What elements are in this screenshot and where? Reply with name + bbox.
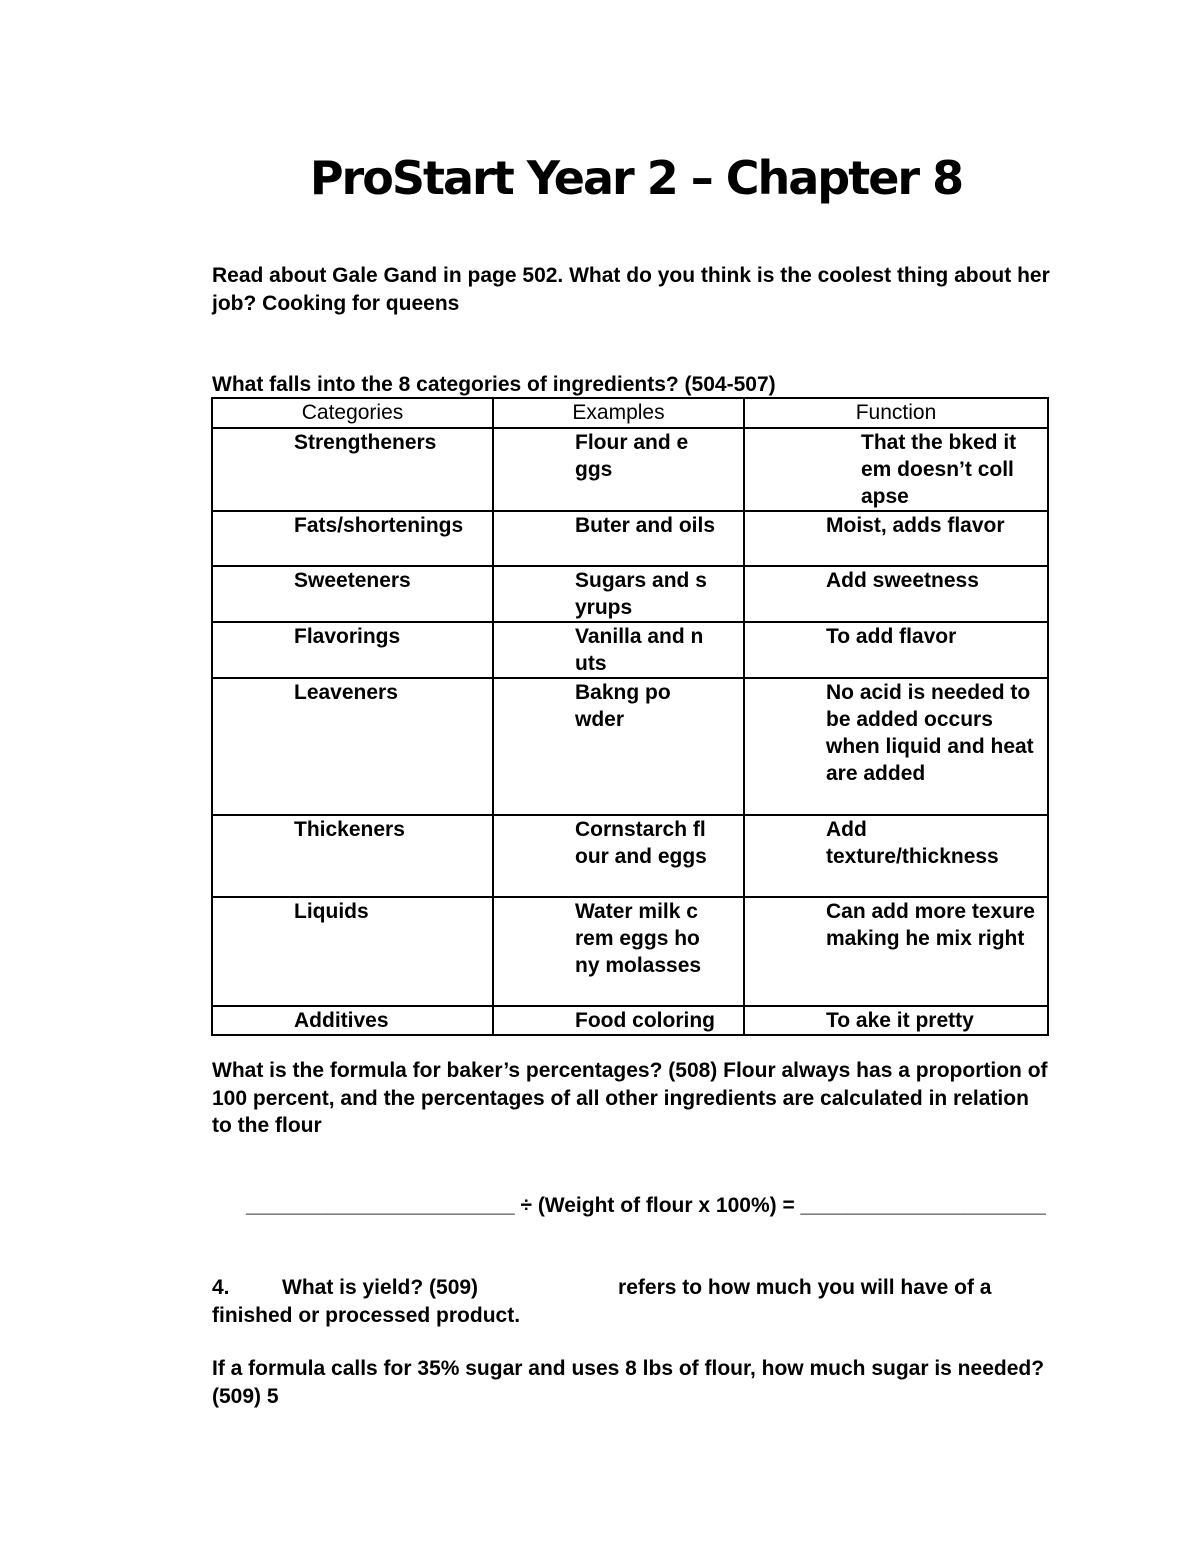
- header-function: Function: [744, 398, 1048, 428]
- ingredients-table: [211, 397, 1049, 1036]
- bakers-percentage-question: What is the formula for baker’s percentages? (508) Flour always has a proportion of 100 percent, and the percentages of all other ingredients are calculated in relation to the flour: [212, 1059, 1048, 1137]
- category-text: Fats/shortenings: [294, 514, 464, 537]
- yield-answer: refers to how much you will have of a finished or processed product.: [212, 1276, 992, 1327]
- function-cell: Can add more texure making he mix right: [744, 897, 1048, 1006]
- category-cell: Liquids: [212, 897, 493, 1006]
- table-row: [212, 897, 1048, 1006]
- sugar-question: If a formula calls for 35% sugar and uses 8 lbs of flour, how much sugar is needed? (509) 5: [212, 1357, 1045, 1408]
- yield-question: [212, 1274, 1052, 1329]
- examples-cell: [493, 428, 744, 511]
- examples-cell: Food coloring: [493, 1006, 744, 1035]
- gale-gand-question: Read about Gale Gand in page 502. What do you think is the coolest thing about her job? Cooking for queens: [212, 264, 1050, 315]
- examples-text: Vanilla and nuts: [575, 625, 704, 675]
- table-header-row: [212, 398, 1048, 428]
- examples-cell: [493, 622, 744, 678]
- category-cell: [212, 511, 493, 566]
- examples-cell: [493, 897, 744, 1006]
- function-cell: No acid is needed to be added occurs when liquid and heat are added: [744, 678, 1048, 815]
- table-row: [212, 815, 1048, 897]
- yield-question-text: What is yield? (509): [282, 1276, 479, 1299]
- function-text: That the bked item doesn’t collapse: [861, 431, 1017, 508]
- examples-cell: [493, 678, 744, 815]
- examples-cell: [493, 815, 744, 897]
- category-cell: Strengtheners: [212, 428, 493, 511]
- page-title: ProStart Year 2 – Chapter 8: [309, 151, 963, 205]
- table-row: [212, 566, 1048, 622]
- function-cell: To add flavor: [744, 622, 1048, 678]
- examples-text: Water milk crem eggs hony molasses: [575, 900, 702, 977]
- category-cell: Flavorings: [212, 622, 493, 678]
- examples-text: Sugars and syrups: [575, 569, 707, 619]
- table-row: [212, 622, 1048, 678]
- yield-number: 4.: [212, 1276, 230, 1299]
- formula-line: _______________________ ÷ (Weight of flour x 100%) = _____________________: [246, 1194, 1046, 1217]
- function-cell: [744, 428, 1048, 511]
- function-cell: Add sweetness: [744, 566, 1048, 622]
- categories-question: What falls into the 8 categories of ingredients? (504-507): [212, 373, 776, 396]
- table-row: [212, 511, 1048, 566]
- examples-text: Bakng powder: [575, 681, 671, 731]
- table-row: [212, 428, 1048, 511]
- category-cell: Sweeteners: [212, 566, 493, 622]
- category-cell: Additives: [212, 1006, 493, 1035]
- function-cell: Moist, adds flavor: [744, 511, 1048, 566]
- category-cell: Thickeners: [212, 815, 493, 897]
- examples-cell: Buter and oils: [493, 511, 744, 566]
- table-row: [212, 1006, 1048, 1035]
- examples-cell: [493, 566, 744, 622]
- header-categories: Categories: [212, 398, 493, 428]
- examples-text: Cornstarch flour and eggs: [575, 818, 707, 868]
- function-cell: Add texture/thickness: [744, 815, 1048, 897]
- examples-text: Flour and eggs: [575, 431, 689, 481]
- category-cell: Leaveners: [212, 678, 493, 815]
- header-examples: Examples: [493, 398, 744, 428]
- function-cell: To ake it pretty: [744, 1006, 1048, 1035]
- table-row: [212, 678, 1048, 815]
